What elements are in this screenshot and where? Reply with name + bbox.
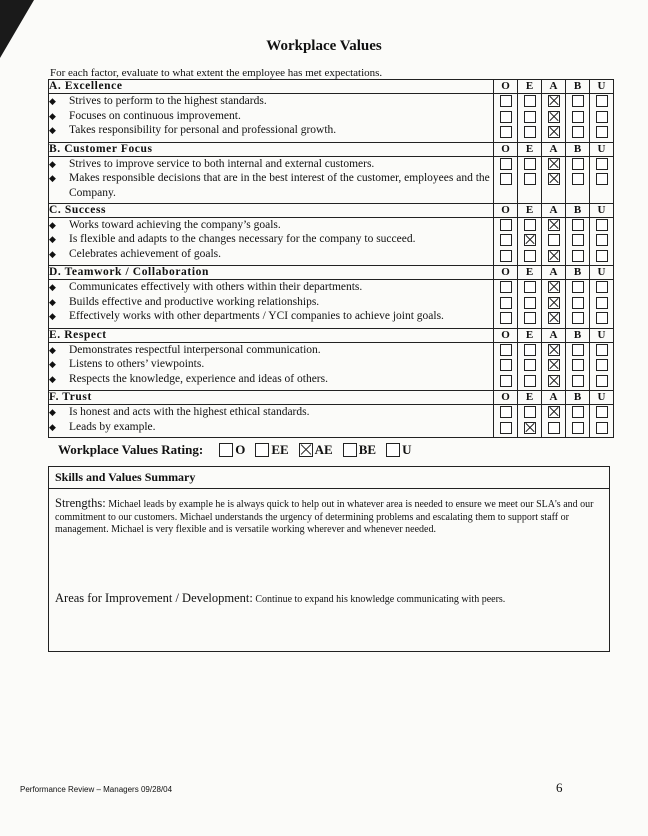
rating-checkbox[interactable] — [548, 111, 560, 123]
areas-label: Areas for Improvement / Development: — [55, 590, 253, 605]
rating-checkbox[interactable] — [524, 111, 536, 123]
rating-checkbox[interactable] — [524, 422, 536, 434]
strengths-text: Michael leads by example he is always quick to help out in whatever area is needed to ensure we meet our SLA's and our commitment to our customers. Michael understands the urgency of determining problems and escalating them to support staff or management. Michael is very flexible and is versatile working wherever and whenever needed. — [55, 499, 594, 535]
rating-column-header: U — [590, 266, 614, 280]
diamond-bullet-icon: ◆ — [49, 421, 56, 432]
item-text: Builds effective and productive working relationships. — [69, 295, 320, 308]
rating-checkbox[interactable] — [572, 297, 584, 309]
rating-checkbox[interactable] — [500, 422, 512, 434]
rating-checkbox-column — [590, 342, 614, 391]
rating-checkbox[interactable] — [572, 406, 584, 418]
diamond-bullet-icon: ◆ — [49, 158, 56, 169]
section-items — [49, 156, 494, 203]
rating-checkbox[interactable] — [500, 126, 512, 138]
rating-column-header: A — [542, 391, 566, 405]
rating-checkbox[interactable] — [500, 234, 512, 246]
diamond-bullet-icon: ◆ — [49, 296, 56, 307]
item-text: Strives to perform to the highest standards. — [69, 95, 267, 107]
overall-rating-option-label: EE — [271, 442, 289, 457]
item-text: Strives to improve service to both internal and external customers. — [69, 157, 375, 170]
rating-checkbox[interactable] — [500, 375, 512, 387]
list-item — [49, 405, 493, 420]
strengths-label: Strengths: — [55, 496, 106, 510]
overall-rating-option[interactable] — [299, 442, 333, 458]
rating-column-header: E — [518, 80, 542, 94]
rating-checkbox[interactable] — [500, 406, 512, 418]
overall-rating — [58, 442, 411, 458]
rating-column-header: O — [494, 203, 518, 217]
overall-rating-option[interactable] — [343, 442, 376, 458]
rating-checkbox[interactable] — [524, 359, 536, 371]
item-text: Takes responsibility for personal and professional growth. — [69, 124, 337, 136]
rating-column-header: E — [518, 203, 542, 217]
rating-checkbox-column — [542, 342, 566, 391]
rating-checkbox[interactable] — [596, 344, 608, 356]
rating-column-header: O — [494, 142, 518, 156]
rating-checkbox[interactable] — [596, 281, 608, 293]
rating-checkbox-column — [590, 94, 614, 143]
rating-checkbox[interactable] — [572, 234, 584, 246]
rating-checkbox[interactable] — [524, 234, 536, 246]
rating-checkbox[interactable] — [500, 111, 512, 123]
rating-checkbox[interactable] — [524, 158, 536, 170]
rating-checkbox[interactable] — [596, 173, 608, 185]
skills-values-summary — [48, 466, 610, 652]
list-item — [49, 218, 493, 233]
rating-checkbox-column — [542, 405, 566, 438]
rating-checkbox-column — [494, 156, 518, 203]
diamond-bullet-icon: ◆ — [49, 344, 56, 355]
rating-checkbox[interactable] — [572, 250, 584, 262]
rating-checkbox[interactable] — [596, 219, 608, 231]
overall-rating-option[interactable] — [219, 442, 245, 458]
rating-column-header: A — [542, 80, 566, 94]
page-title: Workplace Values — [266, 38, 382, 54]
diamond-bullet-icon: ◆ — [49, 219, 56, 230]
item-text: Is honest and acts with the highest ethical standards. — [69, 406, 310, 418]
rating-column-header: O — [494, 80, 518, 94]
rating-checkbox[interactable] — [596, 250, 608, 262]
rating-column-header: E — [518, 142, 542, 156]
rating-column-header: U — [590, 391, 614, 405]
rating-checkbox[interactable] — [500, 281, 512, 293]
rating-checkbox[interactable] — [548, 359, 560, 371]
overall-rating-option-label: BE — [358, 442, 377, 457]
instructions-text: For each factor, evaluate to what extent the employee has met expectations. — [50, 67, 383, 79]
rating-checkbox[interactable] — [548, 219, 560, 231]
list-item — [49, 420, 493, 435]
rating-checkbox-column — [590, 405, 614, 438]
item-text: Celebrates achievement of goals. — [69, 247, 221, 260]
list-item — [49, 343, 493, 358]
rating-checkbox[interactable] — [548, 312, 560, 324]
rating-checkbox[interactable] — [548, 297, 560, 309]
workplace-values-table — [48, 79, 614, 438]
rating-checkbox[interactable] — [572, 344, 584, 356]
rating-column-header: O — [494, 391, 518, 405]
diamond-bullet-icon: ◆ — [49, 373, 56, 384]
rating-checkbox[interactable] — [572, 95, 584, 107]
rating-column-header: A — [542, 203, 566, 217]
rating-checkbox[interactable] — [572, 281, 584, 293]
rating-checkbox[interactable] — [548, 158, 560, 170]
rating-checkbox-column — [494, 217, 518, 266]
rating-checkbox[interactable] — [572, 158, 584, 170]
rating-checkbox[interactable] — [500, 250, 512, 262]
section-items — [49, 280, 494, 329]
section-heading: D. Teamwork / Collaboration — [49, 266, 494, 280]
rating-checkbox[interactable] — [500, 173, 512, 185]
list-item — [49, 109, 493, 124]
rating-checkbox[interactable] — [596, 422, 608, 434]
rating-checkbox[interactable] — [524, 297, 536, 309]
rating-checkbox[interactable] — [548, 406, 560, 418]
rating-column-header: B — [566, 80, 590, 94]
rating-checkbox[interactable] — [548, 344, 560, 356]
rating-checkbox-column — [494, 342, 518, 391]
rating-checkbox[interactable] — [596, 158, 608, 170]
diamond-bullet-icon: ◆ — [49, 248, 56, 259]
list-item — [49, 171, 493, 200]
rating-column-header: U — [590, 203, 614, 217]
list-item — [49, 123, 493, 138]
section-items — [49, 405, 494, 438]
list-item — [49, 357, 493, 372]
rating-checkbox[interactable] — [524, 312, 536, 324]
rating-checkbox-column — [566, 280, 590, 329]
overall-rating-option[interactable] — [255, 442, 288, 458]
rating-checkbox[interactable] — [548, 422, 560, 434]
rating-checkbox-column — [566, 94, 590, 143]
diamond-bullet-icon: ◆ — [49, 173, 56, 183]
rating-checkbox[interactable] — [596, 406, 608, 418]
item-text: Leads by example. — [69, 420, 156, 433]
list-item — [49, 94, 493, 109]
list-item — [49, 247, 493, 262]
rating-column-header: B — [566, 266, 590, 280]
rating-checkbox-column — [518, 280, 542, 329]
section-heading: E. Respect — [49, 328, 494, 342]
footer-document-name: Performance Review – Managers 09/28/04 — [20, 785, 173, 794]
rating-column-header: A — [542, 266, 566, 280]
overall-rating-checkbox[interactable] — [299, 443, 313, 457]
rating-checkbox[interactable] — [572, 111, 584, 123]
diamond-bullet-icon: ◆ — [49, 359, 56, 369]
section-items — [49, 94, 494, 143]
list-item — [49, 157, 493, 172]
rating-checkbox[interactable] — [596, 95, 608, 107]
rating-column-header: O — [494, 328, 518, 342]
rating-checkbox-column — [590, 217, 614, 266]
rating-column-header: O — [494, 266, 518, 280]
rating-checkbox-column — [542, 156, 566, 203]
rating-column-header: U — [590, 142, 614, 156]
section-items — [49, 217, 494, 266]
rating-checkbox[interactable] — [524, 406, 536, 418]
overall-rating-checkbox[interactable] — [386, 443, 400, 457]
rating-checkbox[interactable] — [596, 359, 608, 371]
list-item — [49, 372, 493, 387]
rating-checkbox[interactable] — [596, 375, 608, 387]
rating-column-header: E — [518, 266, 542, 280]
rating-checkbox[interactable] — [524, 344, 536, 356]
rating-checkbox[interactable] — [548, 250, 560, 262]
list-item — [49, 280, 493, 295]
rating-checkbox[interactable] — [548, 281, 560, 293]
rating-checkbox[interactable] — [524, 95, 536, 107]
section-heading: F. Trust — [49, 391, 494, 405]
rating-checkbox[interactable] — [596, 111, 608, 123]
section-heading: C. Success — [49, 203, 494, 217]
rating-column-header: E — [518, 391, 542, 405]
diamond-bullet-icon: ◆ — [49, 282, 56, 292]
rating-checkbox-column — [518, 342, 542, 391]
rating-checkbox-column — [566, 156, 590, 203]
rating-checkbox[interactable] — [596, 234, 608, 246]
rating-checkbox-column — [518, 156, 542, 203]
rating-checkbox-column — [494, 94, 518, 143]
overall-rating-option-label: U — [402, 442, 412, 457]
diamond-bullet-icon: ◆ — [49, 407, 56, 417]
rating-checkbox[interactable] — [572, 359, 584, 371]
rating-checkbox-column — [518, 94, 542, 143]
item-text: Effectively works with other departments / YCI companies to achieve joint goals. — [69, 310, 444, 322]
rating-checkbox-column — [590, 280, 614, 329]
list-item — [49, 295, 493, 310]
overall-rating-option[interactable] — [386, 442, 411, 458]
list-item — [49, 232, 493, 247]
strengths-paragraph — [55, 497, 603, 537]
rating-checkbox-column — [542, 217, 566, 266]
overall-rating-option-label: AE — [314, 442, 333, 457]
rating-checkbox-column — [542, 280, 566, 329]
rating-checkbox[interactable] — [500, 359, 512, 371]
areas-text: Continue to expand his knowledge communicating with peers. — [255, 593, 506, 605]
rating-checkbox-column — [518, 217, 542, 266]
overall-rating-checkbox[interactable] — [219, 443, 233, 457]
rating-checkbox-column — [542, 94, 566, 143]
rating-checkbox[interactable] — [524, 375, 536, 387]
summary-heading: Skills and Values Summary — [49, 467, 609, 489]
rating-checkbox[interactable] — [548, 173, 560, 185]
section-heading: A. Excellence — [49, 80, 494, 94]
rating-checkbox[interactable] — [524, 250, 536, 262]
rating-checkbox-column — [566, 405, 590, 438]
item-text: Is flexible and adapts to the changes necessary for the company to succeed. — [69, 233, 416, 245]
rating-checkbox[interactable] — [524, 126, 536, 138]
rating-checkbox[interactable] — [548, 375, 560, 387]
rating-checkbox-column — [566, 217, 590, 266]
rating-column-header: B — [566, 328, 590, 342]
rating-checkbox[interactable] — [572, 219, 584, 231]
rating-checkbox-column — [566, 342, 590, 391]
rating-checkbox[interactable] — [500, 158, 512, 170]
rating-checkbox-column — [494, 405, 518, 438]
rating-checkbox[interactable] — [524, 281, 536, 293]
overall-rating-label: Workplace Values Rating: — [58, 442, 204, 457]
rating-checkbox[interactable] — [500, 219, 512, 231]
rating-column-header: U — [590, 328, 614, 342]
rating-column-header: A — [542, 328, 566, 342]
diamond-bullet-icon: ◆ — [49, 234, 56, 244]
item-text: Listens to others’ viewpoints. — [69, 358, 205, 370]
rating-checkbox[interactable] — [572, 126, 584, 138]
overall-rating-checkbox[interactable] — [343, 443, 357, 457]
rating-column-header: B — [566, 391, 590, 405]
item-text: Works toward achieving the company’s goals. — [69, 218, 281, 231]
rating-column-header: E — [518, 328, 542, 342]
rating-checkbox[interactable] — [500, 297, 512, 309]
rating-checkbox[interactable] — [548, 234, 560, 246]
diamond-bullet-icon: ◆ — [49, 311, 56, 321]
rating-checkbox-column — [494, 280, 518, 329]
rating-column-header: U — [590, 80, 614, 94]
rating-checkbox[interactable] — [572, 173, 584, 185]
diamond-bullet-icon: ◆ — [49, 125, 56, 135]
item-text: Focuses on continuous improvement. — [69, 109, 241, 122]
diamond-bullet-icon: ◆ — [49, 96, 56, 106]
section-heading: B. Customer Focus — [49, 142, 494, 156]
rating-checkbox-column — [590, 156, 614, 203]
rating-checkbox[interactable] — [500, 344, 512, 356]
rating-checkbox[interactable] — [572, 422, 584, 434]
item-text: Makes responsible decisions that are in the best interest of the customer, employees and the Company. — [69, 172, 490, 199]
rating-checkbox[interactable] — [500, 95, 512, 107]
item-text: Respects the knowledge, experience and ideas of others. — [69, 372, 328, 385]
rating-checkbox[interactable] — [596, 312, 608, 324]
rating-checkbox[interactable] — [524, 219, 536, 231]
diamond-bullet-icon: ◆ — [49, 110, 56, 121]
areas-paragraph — [55, 592, 603, 607]
rating-checkbox-column — [518, 405, 542, 438]
rating-column-header: B — [566, 142, 590, 156]
rating-column-header: A — [542, 142, 566, 156]
rating-checkbox[interactable] — [500, 312, 512, 324]
footer-page-number: 6 — [556, 780, 563, 795]
rating-column-header: B — [566, 203, 590, 217]
rating-checkbox[interactable] — [572, 375, 584, 387]
rating-checkbox[interactable] — [596, 297, 608, 309]
rating-checkbox[interactable] — [548, 95, 560, 107]
list-item — [49, 309, 493, 324]
item-text: Demonstrates respectful interpersonal communication. — [69, 343, 321, 356]
rating-checkbox[interactable] — [524, 173, 536, 185]
rating-checkbox[interactable] — [548, 126, 560, 138]
item-text: Communicates effectively with others within their departments. — [69, 281, 363, 293]
overall-rating-checkbox[interactable] — [255, 443, 269, 457]
overall-rating-option-label: O — [235, 442, 246, 457]
section-items — [49, 342, 494, 391]
rating-checkbox[interactable] — [596, 126, 608, 138]
rating-checkbox[interactable] — [572, 312, 584, 324]
